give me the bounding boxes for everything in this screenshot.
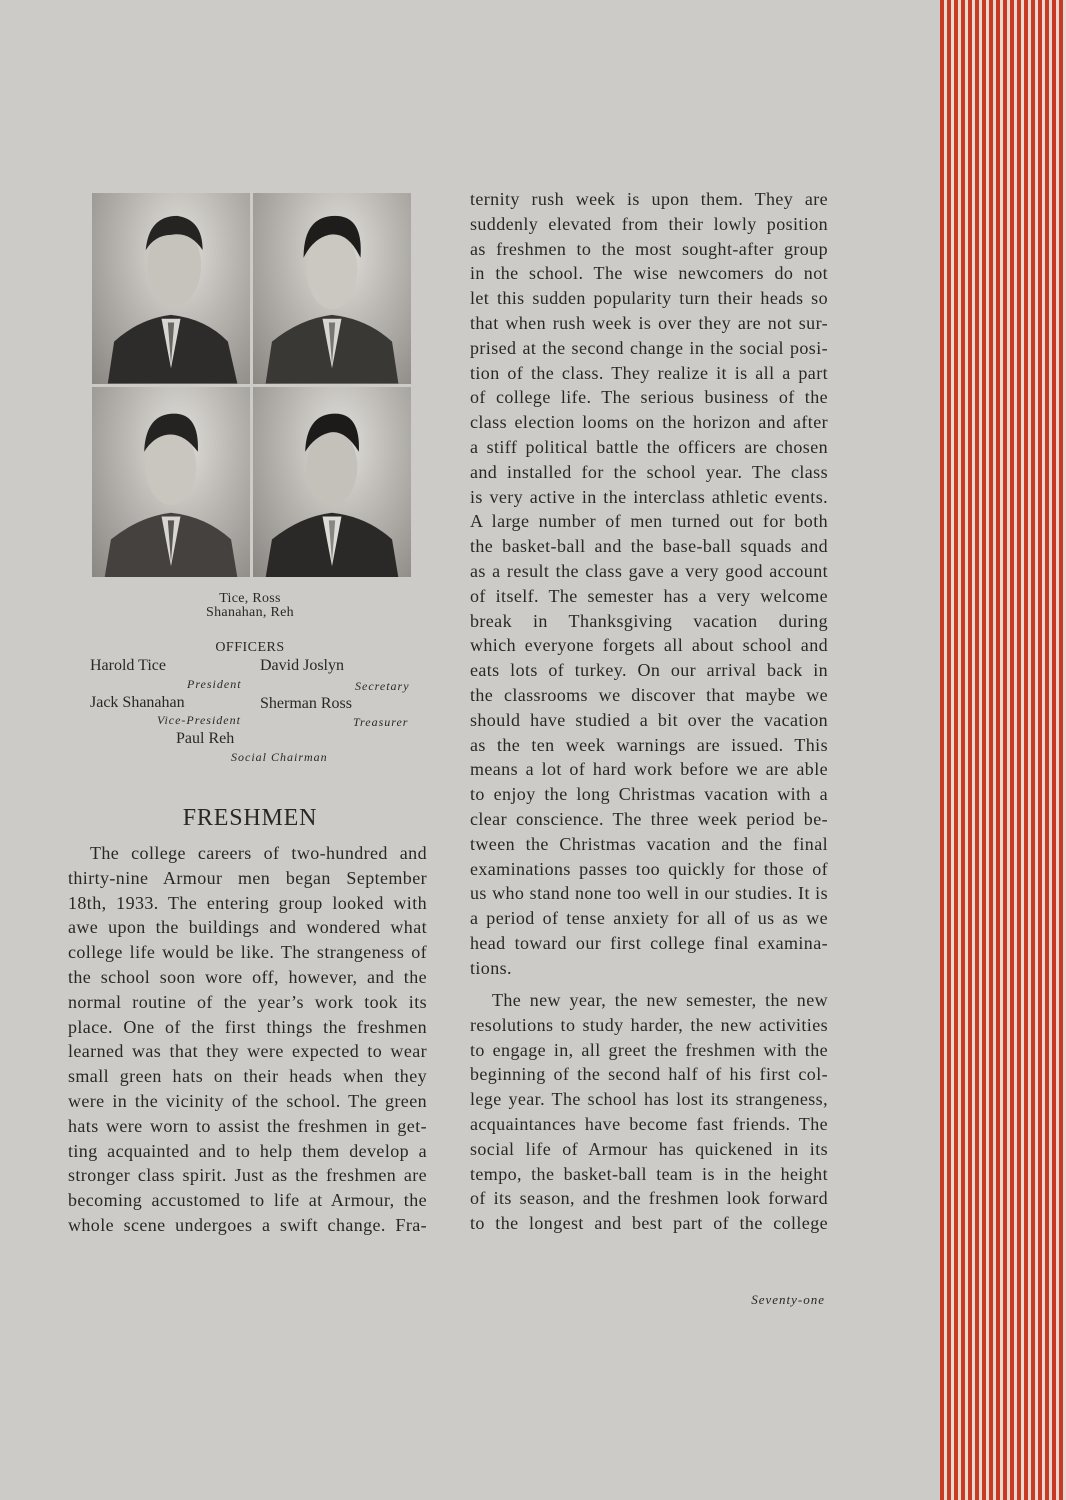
text-line: The college careers of two-hundred and: [90, 843, 427, 863]
text-line: were in the vicinity of the school. The green: [68, 1090, 427, 1111]
text-line: a period of tense anxiety for all of us as we: [470, 908, 828, 929]
text-line: social life of Armour has quickened in its: [470, 1138, 828, 1159]
officer-role-vice-president: Vice-President: [157, 713, 241, 727]
text-line: tion of the class. They realize it is all a part: [470, 362, 828, 383]
officer-role-secretary: Secretary: [355, 679, 410, 693]
officer-name-social-chairman: Paul Reh: [176, 730, 235, 747]
text-line: examinations passes too quickly for those of: [470, 858, 828, 879]
text-line: to the longest and best part of the college: [470, 1213, 828, 1234]
text-line: college life would be like. The strangeness of: [68, 942, 427, 963]
text-line: as the ten week warnings are issued. This: [470, 734, 828, 755]
text-line: lege year. The school has lost its strangeness,: [470, 1089, 828, 1110]
text-line: and installed for the school year. The class: [470, 461, 828, 482]
text-line: of its season, and the freshmen look forward: [470, 1188, 828, 1209]
text-line: eats lots of turkey. On our arrival back in: [470, 660, 828, 681]
officer-name-president: Harold Tice: [90, 657, 166, 674]
text-line: us who stand none too well in our studies. It is: [470, 883, 828, 904]
officer-photo-grid: [92, 193, 411, 577]
text-line: learned was that they were expected to wear: [68, 1041, 427, 1062]
text-line: The new year, the new semester, the new: [492, 990, 828, 1010]
text-line: stronger class spirit. Just as the freshmen are: [68, 1165, 427, 1186]
text-line: small green hats on their heads when they: [68, 1066, 427, 1087]
text-line: class election looms on the horizon and after: [470, 412, 828, 433]
text-line: the basket-ball and the base-ball squads and: [470, 536, 828, 557]
officer-role-treasurer: Treasurer: [353, 715, 409, 729]
text-line: normal routine of the year’s work took its: [68, 991, 427, 1012]
text-line: ternity rush week is upon them. They are: [470, 189, 828, 209]
officer-name-treasurer: Sherman Ross: [260, 695, 352, 712]
text-line: a stiff political battle the officers are chosen: [470, 436, 828, 457]
officer-role-social-chairman: Social Chairman: [231, 750, 328, 764]
text-line: prised at the second change in the social posi-: [470, 337, 828, 358]
photo-caption-line-2: Shanahan, Reh: [206, 605, 294, 620]
text-line: head toward our first college final examina-: [470, 932, 828, 953]
page-number: Seventy-one: [751, 1292, 825, 1307]
text-line: in the school. The wise newcomers do not: [470, 263, 828, 284]
left-text-column: [68, 841, 427, 1238]
officer-name-vice-president: Jack Shanahan: [90, 694, 185, 711]
text-line: to engage in, all greet the freshmen with the: [470, 1039, 828, 1060]
officer-role-president: President: [187, 677, 242, 691]
text-line: hats were worn to assist the freshmen in get-: [68, 1115, 427, 1136]
text-line: the classrooms we discover that maybe we: [470, 684, 828, 705]
right-text-column-paragraph-2: [470, 988, 828, 1236]
text-line: resolutions to study harder, the new activities: [470, 1014, 828, 1035]
text-line: tempo, the basket-ball team is in the height: [470, 1163, 828, 1184]
text-line: that when rush week is over they are not sur-: [470, 312, 828, 333]
text-line: as a result the class gave a very good account: [470, 560, 828, 581]
text-line: A large number of men turned out for both: [470, 511, 828, 532]
section-heading: FRESHMEN: [182, 805, 318, 831]
text-line: to enjoy the long Christmas vacation with a: [470, 784, 828, 805]
text-line: of college life. The serious business of the: [470, 387, 828, 408]
text-line: of itself. The semester has a very welcome: [470, 585, 828, 606]
text-line: awe upon the buildings and wondered what: [68, 917, 427, 938]
portrait-photo-reh: [253, 387, 411, 578]
portrait-photo-ross: [253, 193, 411, 384]
officer-name-secretary: David Joslyn: [260, 657, 344, 674]
text-line: ting acquainted and to help them develop a: [68, 1140, 427, 1161]
text-line: as freshmen to the most sought-after group: [470, 238, 828, 259]
decorative-stripe-border: [940, 0, 1066, 1500]
text-line: clear conscience. The three week period be-: [470, 808, 828, 829]
text-line: which everyone forgets all about school and: [470, 635, 828, 656]
text-line: tween the Christmas vacation and the final: [470, 833, 828, 854]
text-line: let this sudden popularity turn their heads so: [470, 288, 828, 309]
text-line: becoming accustomed to life at Armour, the: [68, 1190, 427, 1211]
portrait-photo-tice: [92, 193, 250, 384]
officers-title: OFFICERS: [215, 640, 285, 655]
text-line: is very active in the interclass athletic events.: [470, 486, 828, 507]
text-line: beginning of the second half of his first col-: [470, 1064, 828, 1085]
text-line: thirty-nine Armour men began September: [68, 867, 427, 888]
text-line: tions.: [470, 957, 512, 978]
portrait-photo-shanahan: [92, 387, 250, 578]
right-text-column-paragraph-1: [470, 187, 828, 981]
text-line: acquaintances have become fast friends. The: [470, 1113, 828, 1134]
text-line: means a lot of hard work before we are able: [470, 759, 828, 780]
text-line: whole scene undergoes a swift change. Fra-: [68, 1214, 427, 1235]
text-line: suddenly elevated from their lowly position: [470, 213, 828, 234]
photo-caption-line-1: Tice, Ross: [219, 591, 281, 606]
text-line: 18th, 1933. The entering group looked with: [68, 892, 427, 913]
text-line: should have studied a bit over the vacation: [470, 709, 828, 730]
text-line: place. One of the first things the freshmen: [68, 1016, 427, 1037]
text-line: the school soon wore off, however, and the: [68, 966, 427, 987]
text-line: break in Thanksgiving vacation during: [470, 610, 828, 631]
